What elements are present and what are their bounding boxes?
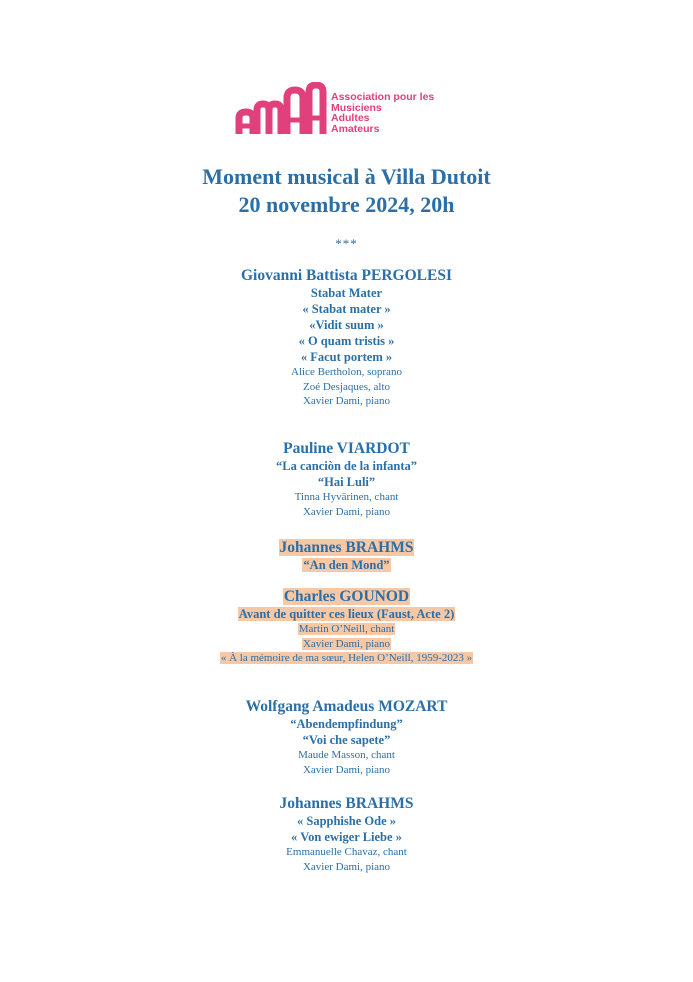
- work-title: “La canciòn de la infanta”: [276, 459, 417, 473]
- separator: ***: [335, 236, 358, 251]
- composer-name: Johannes BRAHMS: [279, 539, 414, 556]
- composer-name: Pauline VIARDOT: [283, 440, 410, 457]
- work-title: “Voi che sapete”: [302, 733, 391, 747]
- performer: Xavier Dami, piano: [302, 860, 391, 873]
- performer: Emmanuelle Chavaz, chant: [286, 846, 407, 858]
- work-title: Avant de quitter ces lieux (Faust, Acte 2): [238, 607, 455, 621]
- program-item-viardot: [0, 440, 693, 519]
- performer: Xavier Dami, piano: [302, 395, 391, 407]
- logo-tagline: Association pour les Musiciens Adultes Amateurs: [331, 91, 435, 135]
- composer-name: Charles GOUNOD: [283, 588, 410, 605]
- work-title: “An den Mond”: [303, 558, 390, 572]
- program-item-brahms-2: [0, 795, 693, 874]
- program-item-mozart: [0, 698, 693, 777]
- performer: Alice Bertholon, soprano: [291, 366, 402, 378]
- event-title: Moment musical à Villa Dutoit: [202, 164, 491, 189]
- amaa-logo-mark: [235, 82, 331, 138]
- work-title: Stabat Mater: [310, 286, 383, 300]
- amaa-logo: [235, 82, 475, 138]
- performer: Zoé Desjaques, alto: [302, 380, 391, 393]
- work-title: “Abendempfindung”: [290, 717, 403, 731]
- composer-name: Giovanni Battista PERGOLESI: [240, 267, 452, 284]
- performer: Xavier Dami, piano: [302, 763, 391, 776]
- composer-name: Johannes BRAHMS: [279, 795, 414, 812]
- program-item-gounod: [0, 588, 693, 666]
- work-title: « Von ewiger Liebe »: [291, 830, 402, 844]
- composer-name: Wolfgang Amadeus MOZART: [245, 698, 448, 715]
- performer: Xavier Dami, piano: [302, 505, 391, 518]
- dedication: « À la mémoire de ma sœur, Helen O’Neill, 1959-2023 »: [220, 652, 473, 664]
- performer: Xavier Dami, piano: [302, 637, 391, 650]
- performer: Martin O’Neill, chant: [298, 623, 395, 635]
- program-item-pergolesi: [0, 267, 693, 409]
- work-title: «Vidit suum »: [309, 318, 384, 332]
- program-item-brahms-1: [0, 539, 693, 573]
- work-title: « O quam tristis »: [298, 334, 395, 348]
- work-title: « Stabat mater »: [302, 302, 391, 316]
- work-title: « Sapphishe Ode »: [297, 814, 396, 828]
- event-date: 20 novembre 2024, 20h: [238, 192, 455, 217]
- performer: Maude Masson, chant: [298, 749, 395, 761]
- work-title: “Hai Luli”: [317, 475, 376, 489]
- work-title: « Facut portem »: [300, 350, 393, 364]
- performer: Tinna Hyvärinen, chant: [294, 491, 399, 503]
